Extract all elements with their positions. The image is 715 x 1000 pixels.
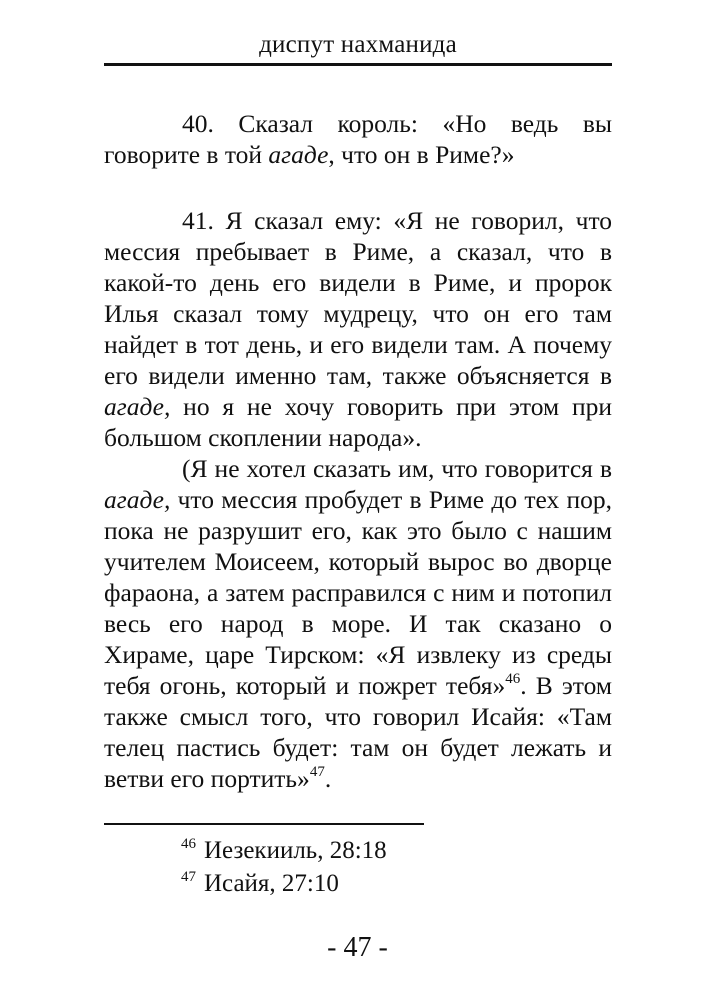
footnote-text: Иезекииль, 28:18: [204, 837, 387, 864]
paragraph-commentary-italic-agada: агаде,: [104, 485, 171, 514]
paragraph-40: [104, 108, 612, 170]
paragraph-40-italic-agada: агаде: [268, 140, 329, 169]
paragraph-41-text-a: 41. Я сказал ему: «Я не говорил, что мессия пребывает в Риме, а сказал, что в какой-то день его видели в Риме, и пророк Илья сказал тому мудрецу, что он его там найдет в тот день, и его видели там. А почему его видели именно там, также объясняется в: [104, 206, 612, 390]
paragraph-40-text-b: , что он в Риме?»: [328, 140, 515, 169]
paragraph-41: [104, 205, 612, 453]
footnote-47: [181, 869, 387, 902]
paragraph-commentary-text-c: . В этом также смысл того, что говорил Исайя: «Там телец пастись будет: там он будет лежать и ветви его портить»: [104, 671, 612, 793]
paragraph-commentary-text-a: (Я не хотел сказать им, что говорится в: [182, 454, 612, 483]
page-number: - 47 -: [327, 932, 388, 963]
footnote-number: 46: [181, 836, 196, 852]
paragraph-commentary-text-b: что мессия пробудет в Риме до тех пор, пока не разрушит его, как это было с нашим учителем Моисеем, который вырос во дворце фараона, а затем расправился с ним и потопил весь его народ в море. И так сказано о Хираме, царе Тирском: «Я извлеку из среды тебя огонь, который и пожрет тебя»: [104, 485, 612, 700]
footnote-number: 47: [181, 869, 196, 885]
running-header: диспут нахманида: [259, 31, 457, 58]
paragraph-41-italic-agada: агаде,: [104, 392, 171, 421]
footnote-ref-46[interactable]: 46: [505, 671, 521, 687]
footnote-ref-47[interactable]: 47: [309, 764, 325, 780]
footnote-rule: [104, 823, 424, 825]
header-rule: [104, 63, 612, 66]
paragraph-commentary: [104, 453, 612, 794]
paragraph-commentary-text-d: .: [324, 764, 332, 793]
paragraph-40-text-a: 40. Сказал король: «Но ведь вы говорите в той: [104, 109, 612, 169]
footnote-46: [181, 836, 387, 869]
paragraph-41-text-b: но я не хочу говорить при этом при большом скоплении народа».: [104, 392, 612, 452]
footnote-text: Исайя, 27:10: [204, 870, 339, 897]
footnotes: [181, 836, 387, 902]
